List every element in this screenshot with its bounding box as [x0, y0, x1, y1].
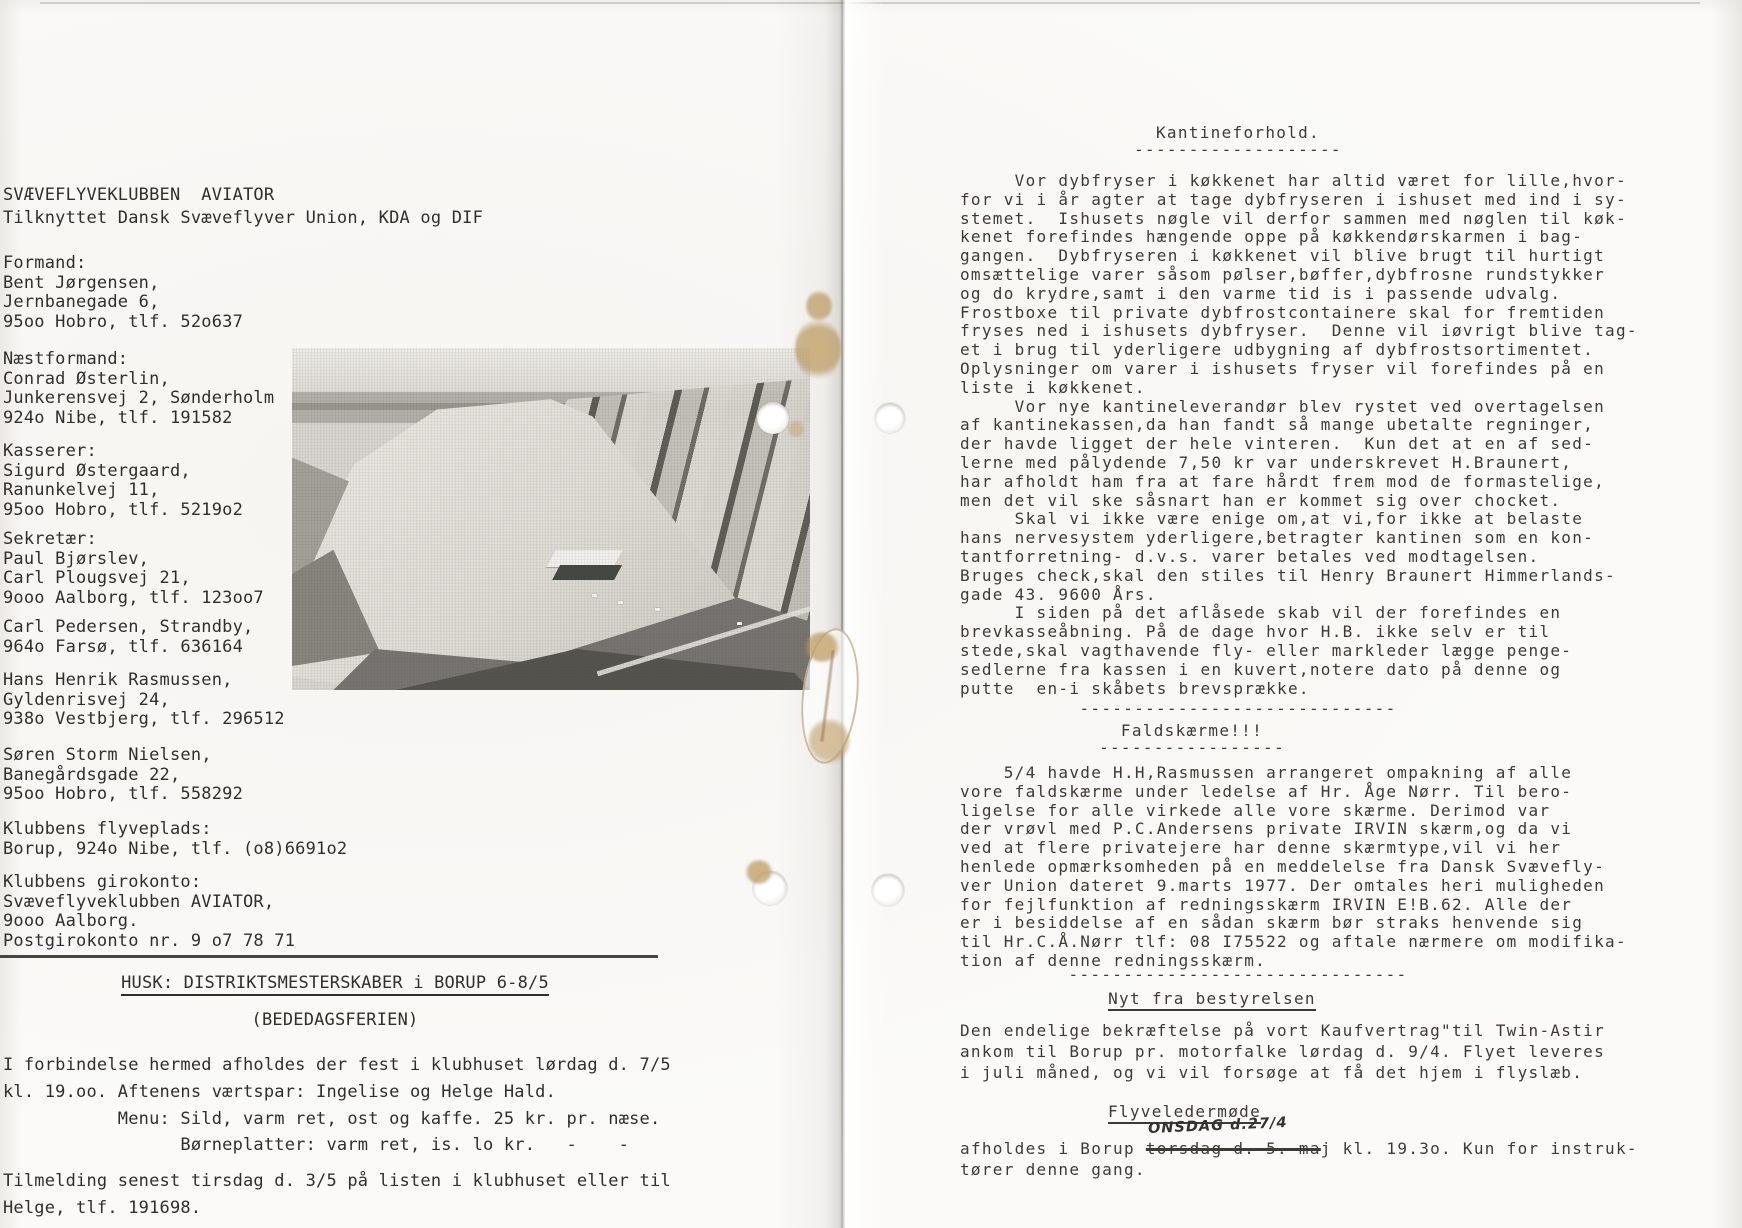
contact-line: Jernbanegade 6, [3, 292, 160, 313]
bestyrelsen-body [960, 1020, 1605, 1083]
body-line: der vrøvl med P.C.Andersens private IRVIN skærm,og da vi [960, 819, 1573, 839]
body-line: for fejlfunktion af redningsskærm IRVIN E!B.62. Alle der [960, 894, 1573, 914]
dashed-separator: ------------------------------- [1068, 965, 1408, 984]
contact-block-naestformand [3, 350, 274, 428]
flyveledermoede-heading-text: Flyveledermøde [1108, 1102, 1261, 1124]
contact-line: Bent Jørgensen, [3, 272, 160, 293]
notice-line: Børneplatter: varm ret, is. lo kr. - - [3, 1135, 630, 1156]
body-line: Vor dybfryser i køkkenet har altid været for lille,hvor- [960, 171, 1627, 190]
body-line: Skal vi ikke være enige om,at vi,for ikke at belaste [960, 509, 1584, 529]
contact-line: Conrad Østerlin, [3, 368, 170, 389]
club-name: SVÆVEFLYVEKLUBBEN AVIATOR [3, 185, 275, 205]
contact-line: Banegårdsgade 22, [3, 764, 181, 785]
body-line: fryses ned i ishusets dybfryser. Denne vil iøvrigt blive tag- [960, 321, 1638, 341]
contact-line: Svæveflyveklubben AVIATOR, [3, 891, 275, 912]
body-line: ligelse for alle virkede alle vore skærme. Derimod var [960, 800, 1551, 820]
body-line: gangen. Dybfryseren i køkkenet vil blive brugt til hurtigt [960, 246, 1606, 266]
body-line: ankom til Borup pr. motorfalke lørdag d. 9/4. Flyet leveres [960, 1042, 1606, 1061]
body-line: sedlerne fra kassen i en kuvert,notere dato på denne og [960, 659, 1562, 679]
contact-line: Sekretær: [3, 529, 97, 549]
dashed-underline: ------------------- [1134, 140, 1342, 159]
body-line: kenet forefindes hængende oppe på køkkendørskarmen i bag- [960, 227, 1584, 247]
body-line: men det vil ske såsnart han er kommet sig over chocket. [960, 490, 1562, 510]
section-separator [962, 966, 1514, 985]
contact-line: Klubbens flyveplads: [3, 819, 212, 839]
notice-line: Helge, tlf. 191698. [3, 1197, 202, 1218]
bestyrelsen-heading [962, 990, 1462, 1009]
kantine-heading-text: Kantineforhold. [1156, 123, 1320, 142]
body-line: har afholdt ham fra at fare hårdt frem mod de formastelige, [960, 471, 1606, 491]
contact-line: Borup, 924o Nibe, tlf. (o8)6691o2 [3, 838, 348, 859]
contact-line: 924o Nibe, tlf. 191582 [3, 407, 233, 428]
body-line: stede,skal vagthavende fly- eller markleder lægge penge- [960, 640, 1573, 660]
body-line: et i brug til yderligere udbygning af dybfrostsortimentet. [960, 340, 1595, 360]
contact-line: Klubbens girokonto: [3, 872, 202, 892]
body-line: Bruges check,skal den stiles til Henry Braunert Himmerlands- [960, 565, 1616, 585]
contact-line: Carl Pedersen, Strandby, [3, 617, 254, 637]
faldskaerme-heading-underline [962, 739, 1422, 758]
faldskaerme-body [960, 764, 1627, 971]
coffee-stain [808, 718, 850, 764]
contact-line: Søren Storm Nielsen, [3, 745, 212, 765]
contact-block-hans-henrik [3, 671, 285, 730]
body-line: ved at flere privatejere har denne skærmtype,vil vi her [960, 838, 1562, 858]
body-line: til Hr.C.Å.Nørr tlf: 08 I75522 og aftale nærmere om modifika- [960, 932, 1627, 952]
body-line: gade 43. 9600 Års. [960, 584, 1157, 604]
contact-block-kasserer [3, 442, 243, 520]
horizontal-divider [0, 955, 658, 958]
body-line: tører denne gang. [960, 1160, 1146, 1179]
notice-line: Menu: Sild, varm ret, ost og kaffe. 25 kr. pr. næse. [3, 1108, 661, 1129]
body-line: stemet. Ishusets nøgle vil derfor sammen med nøglen til køk- [960, 208, 1627, 228]
coffee-stain [804, 632, 840, 662]
body-line: omsættelige varer såsom pølser,bøffer,dybfrosne rundstykker [960, 264, 1606, 284]
notice-line: kl. 19.oo. Aftenens værtspar: Ingelise og Helge Hald. [3, 1081, 557, 1102]
body-line: Frostboxe til private dybfrostcontainere skal for fremtiden [960, 302, 1606, 322]
contact-line: 9ooo Aalborg, tlf. 123oo7 [3, 587, 264, 608]
bestyrelsen-heading-text: Nyt fra bestyrelsen [1108, 989, 1316, 1011]
struck-out-date: torsdag d. 5. ma [1145, 1139, 1321, 1158]
coffee-stain [795, 318, 841, 380]
contact-line: Næstformand: [3, 349, 129, 369]
notice-paragraph-2 [3, 1168, 671, 1222]
aerial-photo-borup-airfield [292, 348, 810, 690]
dashed-separator: ----------------------------- [1079, 699, 1397, 718]
punch-hole [875, 403, 905, 433]
dashed-underline: ----------------- [1099, 738, 1285, 757]
notice-subheading-text: (BEDEDAGSFERIEN) [251, 1010, 419, 1030]
notice-subheading [0, 1011, 670, 1031]
contact-block-girokonto [3, 873, 295, 951]
contact-line: Junkerensvej 2, Sønderholm [3, 388, 275, 409]
contact-line: 9ooo Aalborg. [3, 911, 139, 932]
body-line: tion af denne redningsskærm. [960, 950, 1267, 970]
text-before-strike: afholdes i Borup [960, 1139, 1146, 1158]
handwritten-date-correction: ONSDAG d.27/4 [1147, 1114, 1288, 1138]
body-line: af kantinekassen,da han fandt så mange ubetalte regninger, [960, 415, 1595, 435]
faldskaerme-heading-text: Faldskærme!!! [1120, 721, 1264, 740]
kantine-heading-underline [962, 141, 1514, 160]
body-line-with-strikethrough [960, 1138, 1638, 1159]
contact-line: Carl Plougsvej 21, [3, 568, 191, 589]
notice-line: Tilmelding senest tirsdag d. 3/5 på listen i klubhuset eller til [3, 1171, 671, 1191]
contact-line: Sigurd Østergaard, [3, 460, 191, 481]
body-line: er i besiddelse af en sådan skærm bør straks henvende sig [960, 913, 1584, 933]
body-line: vore faldskærme under ledelse af Hr. Åge Nørr. Til bero- [960, 781, 1573, 801]
contact-line: Hans Henrik Rasmussen, [3, 670, 233, 690]
body-line: 5/4 havde H.H,Rasmussen arrangeret ompakning af alle [960, 763, 1573, 782]
contact-line: 95oo Hobro, tlf. 52o637 [3, 311, 244, 332]
body-line: der havde ligget der hele vinteren. Kun det at en af sed- [960, 434, 1595, 454]
contact-line: Formand: [3, 253, 87, 273]
body-line: Oplysninger om varer i ishusets fryser vil forefindes på en [960, 358, 1606, 378]
body-line: brevkasseåbning. På de dage hvor H.B. ikke selv er til [960, 622, 1551, 642]
body-line: lerne med pålydende 7,50 kr var underskrevet H.Braunert, [960, 452, 1573, 472]
body-line: tantforretning- d.v.s. varer betales ved modtagelsen. [960, 546, 1540, 566]
club-affiliation: Tilknyttet Dansk Svæveflyver Union, KDA og DIF [3, 208, 484, 228]
body-line: henlede opmærksomheden på en meddelelse fra Dansk Svævefly- [960, 856, 1606, 876]
contact-line: Kasserer: [3, 441, 97, 461]
contact-block-flyveplads [3, 820, 347, 859]
body-line: ver Union dateret 9.marts 1977. Der omtales heri muligheden [960, 875, 1606, 895]
contact-line: Postgirokonto nr. 9 o7 78 71 [3, 930, 296, 951]
notice-paragraph-1 [3, 1052, 671, 1159]
kantine-body [960, 172, 1638, 698]
contact-line: 95oo Hobro, tlf. 558292 [3, 784, 244, 805]
contact-line: Paul Bjørslev, [3, 548, 150, 569]
body-line: for vi i år agter at tage dybfryseren i ishuset med ind i sy- [960, 189, 1627, 209]
notice-heading-text: HUSK: DISTRIKTSMESTERSKABER i BORUP 6-8/5 [121, 973, 549, 996]
body-line: Vor nye kantineleverandør blev rystet ved overtagelsen [960, 396, 1606, 416]
body-line: Den endelige bekræftelse på vort Kaufvertrag"til Twin-Astir [960, 1021, 1606, 1040]
photo-halftone-texture [292, 348, 810, 690]
contact-line: Ranunkelvej 11, [3, 480, 160, 501]
contact-line: 964o Farsø, tlf. 636164 [3, 636, 244, 657]
contact-block-carl-pedersen [3, 618, 253, 657]
body-line: putte en-i skåbets brevsprække. [960, 678, 1310, 698]
contact-block-sekretaer [3, 530, 264, 608]
body-line: liste i køkkenet. [960, 377, 1146, 397]
body-line: og do krydre,samt i den varme tid is i passende udvalg. [960, 283, 1562, 303]
flyveledermoede-body [960, 1138, 1638, 1180]
notice-heading [0, 974, 670, 994]
contact-line: 938o Vestbjerg, tlf. 296512 [3, 709, 285, 730]
text-after-strike: j kl. 19.3o. Kun for instruk- [1320, 1139, 1638, 1158]
contact-line: Gyldenrisvej 24, [3, 689, 170, 710]
coffee-stain [788, 420, 804, 438]
contact-block-formand [3, 254, 243, 332]
notice-line: I forbindelse hermed afholdes der fest i klubhuset lørdag d. 7/5 [3, 1055, 671, 1075]
body-line: I siden på det aflåsede skab vil der forefindes en [960, 603, 1562, 623]
punch-hole [872, 874, 904, 906]
body-line: i juli måned, og vi vil forsøge at få det hjem i flyslæb. [960, 1063, 1584, 1082]
coffee-stain [745, 860, 773, 884]
section-separator [962, 700, 1514, 719]
body-line: hans nervesystem yderligere,betragter kantinen som en kon- [960, 528, 1595, 548]
contact-block-soeren-storm [3, 746, 243, 805]
contact-line: 95oo Hobro, tlf. 5219o2 [3, 499, 244, 520]
punch-hole [757, 402, 789, 434]
